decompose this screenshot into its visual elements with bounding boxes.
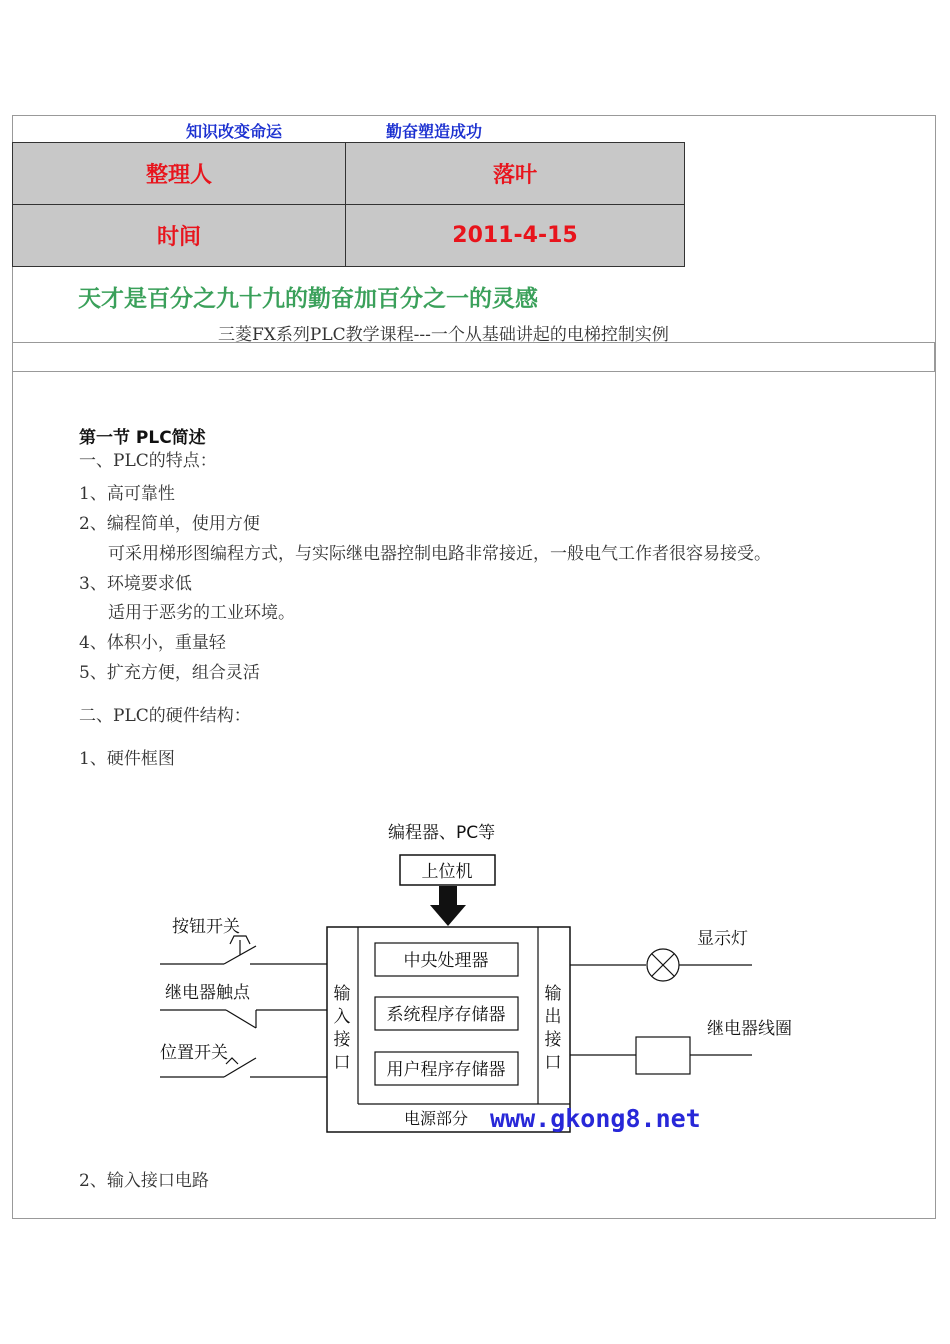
- info-value: 2011-4-15: [452, 223, 578, 248]
- list-item: 5、扩充方便，组合灵活: [79, 663, 260, 683]
- input-interface-char: 输: [333, 984, 351, 1004]
- section-heading: 第一节 PLC简述: [79, 428, 206, 448]
- position-switch-label: 位置开关: [160, 1043, 228, 1063]
- indicator-light-label: 显示灯: [697, 929, 748, 949]
- list-item: 1、高可靠性: [79, 484, 175, 504]
- input-interface-char: 口: [333, 1053, 351, 1073]
- output-interface-char: 输: [544, 984, 562, 1004]
- course-title: 三菱FX系列PLC教学课程---一个从基础讲起的电梯控制实例: [218, 325, 669, 345]
- relay-coil-icon: [570, 1037, 752, 1074]
- down-arrow-icon: [430, 886, 466, 926]
- list-item: 2、输入接口电路: [79, 1171, 209, 1191]
- button-switch-label: 按钮开关: [172, 917, 240, 937]
- list-item: 3、环境要求低: [79, 574, 192, 594]
- watermark: www.gkong8.net: [490, 1104, 701, 1133]
- lamp-icon: [570, 949, 752, 981]
- list-item: 4、体积小，重量轻: [79, 633, 226, 653]
- output-interface-char: 接: [544, 1030, 562, 1050]
- host-label: 上位机: [421, 862, 473, 882]
- output-interface-char: 出: [544, 1007, 562, 1027]
- output-interface-char: 口: [544, 1053, 562, 1073]
- list-item-detail: 适用于恶劣的工业环境。: [108, 603, 295, 623]
- button-switch-icon: [160, 936, 327, 964]
- info-label: 时间: [156, 225, 201, 250]
- cpu-label: 中央处理器: [403, 951, 489, 971]
- user-memory-label: 用户程序存储器: [386, 1060, 506, 1080]
- input-interface-char: 入: [333, 1007, 351, 1027]
- list-item: 1、硬件框图: [79, 749, 175, 769]
- relay-contact-icon: [160, 1010, 327, 1028]
- hardware-heading: 二、PLC的硬件结构：: [79, 706, 251, 726]
- system-memory-label: 系统程序存储器: [386, 1005, 506, 1025]
- list-item-detail: 可采用梯形图编程方式，与实际继电器控制电路非常接近，一般电气工作者很容易接受。: [108, 544, 771, 564]
- input-interface-char: 接: [333, 1030, 351, 1050]
- motto-left: 知识改变命运: [186, 122, 283, 141]
- list-item: 2、编程简单，使用方便: [79, 514, 260, 534]
- relay-coil-label: 继电器线圈: [707, 1019, 792, 1039]
- motto-right: 勤奋塑造成功: [386, 122, 483, 141]
- power-supply-label: 电源部分: [404, 1109, 469, 1128]
- features-heading: 一、PLC的特点：: [79, 451, 217, 471]
- info-value: 落叶: [492, 163, 537, 188]
- info-label: 整理人: [145, 163, 212, 188]
- relay-contact-label: 继电器触点: [165, 983, 250, 1003]
- programmer-label: 编程器、PC等: [388, 823, 496, 843]
- quote: 天才是百分之九十九的勤奋加百分之一的灵感: [78, 286, 538, 312]
